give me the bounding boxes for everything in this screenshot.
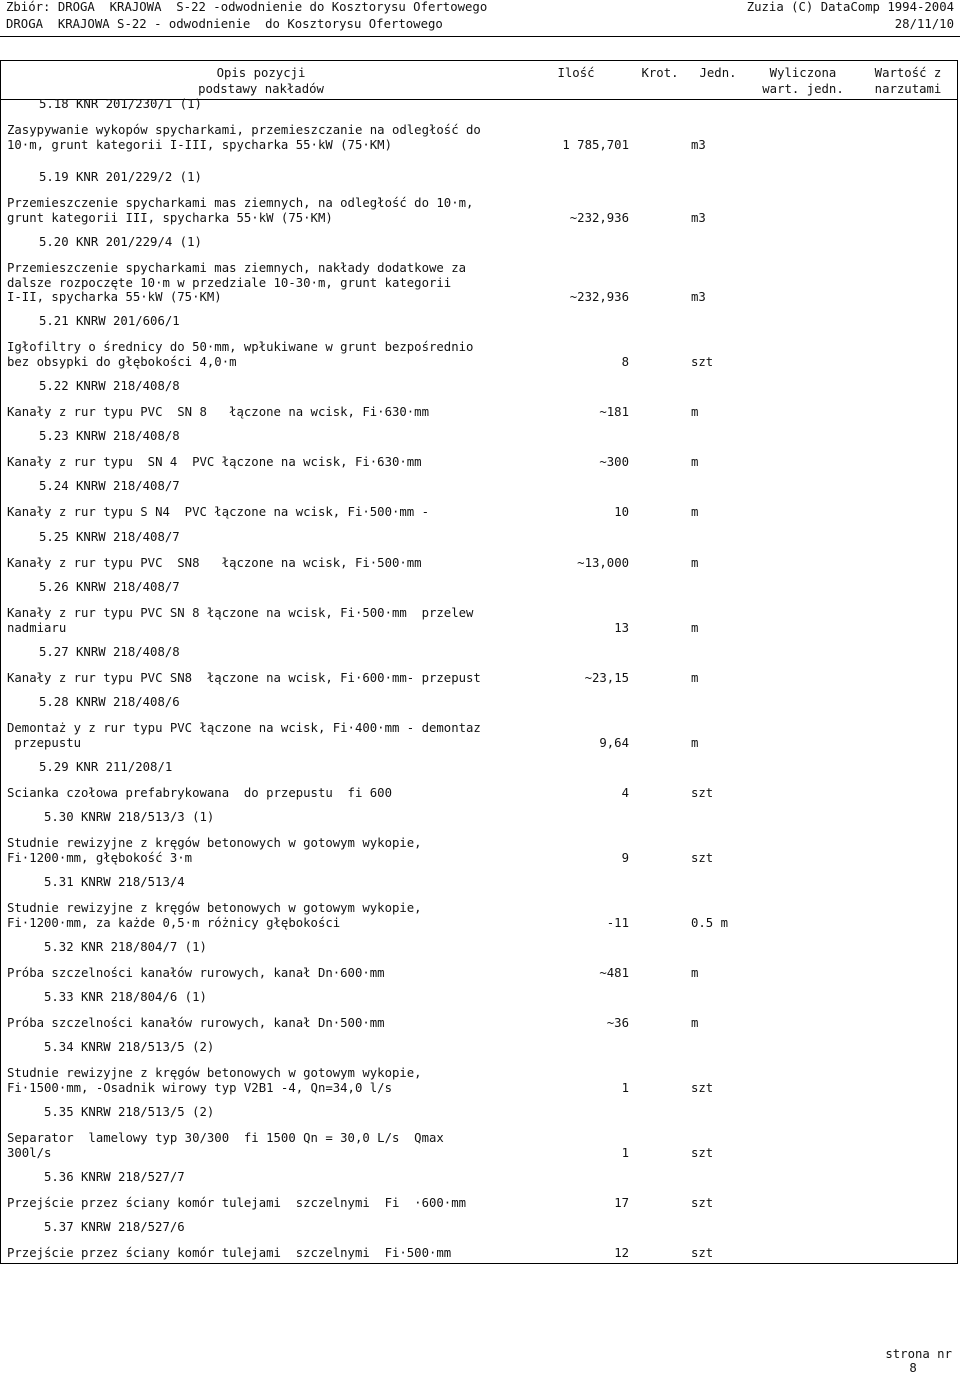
item-unit: szt <box>691 1246 714 1260</box>
item-quantity: ~232,936 <box>569 210 629 225</box>
column-header-krot: Krot. <box>641 66 679 80</box>
item-code: 5.36 KNRW 218/527/7 <box>44 1170 185 1184</box>
item-quantity: 8 <box>621 354 629 369</box>
item-description: Kanały z rur typu PVC SN 8 łączone na wcisk, Fi·500·mm przelew nadmiaru <box>7 606 474 635</box>
column-header-opis: Opis pozycji podstawy nakładów <box>198 66 324 96</box>
item-quantity: ~232,936 <box>569 290 629 304</box>
item-quantity: 1 785,701 <box>562 137 629 152</box>
item-quantity: ~300 <box>599 455 629 469</box>
item-description: Próba szczelności kanałów rurowych, kanał Dn·500·mm <box>7 1016 385 1030</box>
item-quantity: 4 <box>621 786 629 800</box>
item-description: Przemieszczenie spycharkami mas ziemnych, nakłady dodatkowe za dalsze rozpoczęte 10·m w przedziale 10-30·m, grunt kategorii I-II, spycharka 55·kW (75·KM) <box>7 261 467 304</box>
item-description: Przejście przez ściany komór tulejami szczelnymi Fi ·600·mm <box>7 1196 467 1210</box>
item-quantity: 12 <box>614 1246 629 1260</box>
item-description: Zasypywanie wykopów spycharkami, przemieszczanie na odległość do 10·m, grunt kategorii I-III, spycharka 55·kW (75·KM) <box>7 123 481 152</box>
item-code: 5.20 KNR 201/229/4 (1) <box>39 235 202 249</box>
item-code: 5.35 KNRW 218/513/5 (2) <box>44 1105 215 1119</box>
item-unit: m <box>691 966 699 980</box>
item-description: Przejście przez ściany komór tulejami szczelnymi Fi·500·mm <box>7 1246 452 1260</box>
item-quantity: 17 <box>614 1196 629 1210</box>
item-code: 5.21 KNRW 201/606/1 <box>39 314 180 328</box>
item-description: Studnie rewizyjne z kręgów betonowych w gotowym wykopie, Fi·1200·mm, głębokość 3·m <box>7 836 422 865</box>
item-description: Demontaż y z rur typu PVC łączone na wcisk, Fi·400·mm - demontaz przepustu <box>7 721 481 750</box>
column-header-wartosc: Wartość z narzutami <box>874 66 942 96</box>
item-unit: m3 <box>691 137 706 152</box>
item-unit: m <box>691 556 699 570</box>
item-code: 5.34 KNRW 218/513/5 (2) <box>44 1040 215 1054</box>
item-unit: szt <box>691 786 714 800</box>
item-quantity: 1 <box>621 1145 629 1160</box>
item-description: Kanały z rur typu PVC SN8 łączone na wcisk, Fi·500·mm <box>7 556 422 570</box>
header-collection-title: Zbiór: DROGA KRAJOWA S-22 -odwodnienie do Kosztorysu Ofertowego <box>6 0 488 14</box>
item-code: 5.19 KNR 201/229/2 (1) <box>39 170 202 184</box>
item-code: 5.26 KNRW 218/408/7 <box>39 580 180 594</box>
item-code: 5.28 KNRW 218/408/6 <box>39 695 180 709</box>
page-number: 8 <box>909 1361 917 1375</box>
item-unit: m3 <box>691 290 706 304</box>
item-quantity: -11 <box>606 915 629 930</box>
item-unit: m <box>691 620 699 635</box>
item-code: 5.33 KNR 218/804/6 (1) <box>44 990 207 1004</box>
item-description: Igłofiltry o średnicy do 50·mm, wpłukiwane w grunt bezpośrednio bez obsypki do głębokości 4,0·m <box>7 340 474 369</box>
footer-label: strona nr <box>885 1347 952 1361</box>
item-unit: m <box>691 505 699 519</box>
item-unit: m <box>691 671 699 685</box>
cost-table <box>0 60 958 1264</box>
item-unit: 0.5 m <box>691 915 729 930</box>
item-code: 5.22 KNRW 218/408/8 <box>39 379 180 393</box>
item-unit: szt <box>691 1080 714 1095</box>
item-quantity: 9 <box>621 850 629 865</box>
item-quantity: ~181 <box>599 405 629 419</box>
item-code: 5.29 KNR 211/208/1 <box>39 760 173 774</box>
item-quantity: 1 <box>621 1080 629 1095</box>
header-line-2 <box>4 17 956 35</box>
item-description: Scianka czołowa prefabrykowana do przepustu fi 600 <box>7 786 392 800</box>
item-code: 5.30 KNRW 218/513/3 (1) <box>44 810 215 824</box>
item-unit: m <box>691 455 699 469</box>
column-header-wyliczona: Wyliczona wart. jedn. <box>762 66 844 96</box>
item-description: Studnie rewizyjne z kręgów betonowych w gotowym wykopie, Fi·1200·mm, za każde 0,5·m różnicy głębokości <box>7 901 422 930</box>
item-quantity: ~23,15 <box>584 671 629 685</box>
item-quantity: ~36 <box>606 1016 629 1030</box>
item-description: Próba szczelności kanałów rurowych, kanał Dn·600·mm <box>7 966 385 980</box>
item-code: 5.32 KNR 218/804/7 (1) <box>44 940 207 954</box>
header-rule <box>0 36 960 37</box>
item-code: 5.31 KNRW 218/513/4 <box>44 875 185 889</box>
item-unit: m <box>691 735 699 750</box>
item-description: Kanały z rur typu PVC SN 8 łączone na wcisk, Fi·630·mm <box>7 405 429 419</box>
item-code: 5.37 KNRW 218/527/6 <box>44 1220 185 1234</box>
item-unit: m <box>691 1016 699 1030</box>
column-header-ilosc: Ilość <box>557 66 595 80</box>
header-software-credit: Zuzia (C) DataComp 1994-2004 <box>746 0 954 14</box>
item-quantity: 10 <box>614 505 629 519</box>
item-code: 5.24 KNRW 218/408/7 <box>39 479 180 493</box>
item-unit: szt <box>691 1145 714 1160</box>
item-code: 5.23 KNRW 218/408/8 <box>39 429 180 443</box>
item-quantity: 9,64 <box>599 735 629 750</box>
item-unit: m <box>691 405 699 419</box>
item-description: Studnie rewizyjne z kręgów betonowych w gotowym wykopie, Fi·1500·mm, -Osadnik wirowy typ V2B1 -4, Qn=34,0 l/s <box>7 1066 422 1095</box>
item-code: 5.25 KNRW 218/408/7 <box>39 530 180 544</box>
item-description: Kanały z rur typu SN 4 PVC łączone na wcisk, Fi·630·mm <box>7 455 422 469</box>
item-code: 5.18 KNR 201/230/1 (1) <box>39 97 202 111</box>
item-quantity: ~13,000 <box>577 556 629 570</box>
item-quantity: 13 <box>614 620 629 635</box>
item-unit: szt <box>691 850 714 865</box>
item-description: Separator lamelowy typ 30/300 fi 1500 Qn = 30,0 L/s Qmax 300l/s <box>7 1131 444 1160</box>
item-quantity: ~481 <box>599 966 629 980</box>
item-code: 5.27 KNRW 218/408/8 <box>39 645 180 659</box>
column-header-jedn: Jedn. <box>699 66 737 80</box>
item-unit: m3 <box>691 210 706 225</box>
item-description: Przemieszczenie spycharkami mas ziemnych, na odległość do 10·m, grunt kategorii III, spycharka 55·kW (75·KM) <box>7 196 474 225</box>
page-footer <box>871 1333 952 1375</box>
header-document-title: DROGA KRAJOWA S-22 - odwodnienie do Kosztorysu Ofertowego <box>6 17 443 31</box>
item-description: Kanały z rur typu S N4 PVC łączone na wcisk, Fi·500·mm - <box>7 505 429 519</box>
header-date: 28/11/10 <box>894 17 954 31</box>
item-unit: szt <box>691 1196 714 1210</box>
item-unit: szt <box>691 354 714 369</box>
header-line-1 <box>4 0 956 18</box>
item-description: Kanały z rur typu PVC SN8 łączone na wcisk, Fi·600·mm- przepust <box>7 671 481 685</box>
